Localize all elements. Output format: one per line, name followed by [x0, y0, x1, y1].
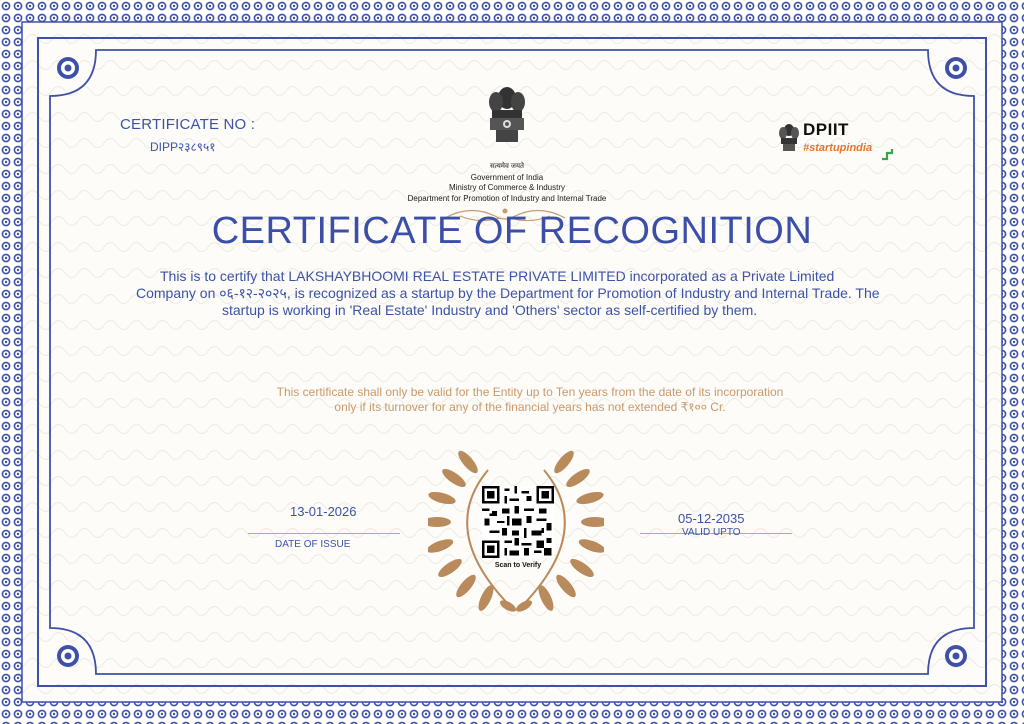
date-of-issue-line: [248, 533, 400, 534]
date-of-issue-label: DATE OF ISSUE: [275, 539, 351, 550]
corner-ornament-bottom-left: [57, 645, 79, 667]
national-emblem-icon: [482, 82, 532, 160]
valid-upto-value: 05-12-2035: [678, 511, 745, 526]
certificate-number: DIPP२३८९५१: [150, 140, 216, 154]
corner-ornament-top-left: [57, 57, 79, 79]
date-of-issue-value: 13-01-2026: [290, 504, 357, 519]
startupindia-arrow-icon: [880, 147, 894, 161]
valid-upto-label: VALID UPTO: [682, 527, 741, 538]
department-line: Department for Promotion of Industry and Internal Trade: [407, 193, 607, 203]
statement-line: This is to certify that LAKSHAYBHOOMI REAL ESTATE PRIVATE LIMITED incorporated as a Private Limited: [160, 268, 835, 284]
emblem-motto: सत्यमेव जयते: [489, 163, 525, 170]
corner-ornament-top-right: [945, 57, 967, 79]
validity-line: only if its turnover for any of the financial years has not extended ₹१०० Cr.: [334, 400, 726, 414]
dpiit-emblem-icon: [778, 122, 800, 152]
startupindia-hashtag: #startupindia: [803, 142, 873, 154]
corner-ornament-bottom-right: [945, 645, 967, 667]
certificate-title: CERTIFICATE OF RECOGNITION: [211, 210, 813, 252]
validity-line: This certificate shall only be valid for the Entity up to Ten years from the date of its incorporation: [276, 385, 784, 399]
statement-line: Company on ०६-१२-२०२५, is recognized as a startup by the Department for Promotion of Industry and Internal Trade. The: [136, 285, 880, 301]
government-line: Government of India: [470, 172, 544, 182]
validity-note: [230, 385, 830, 415]
government-header: [370, 162, 644, 204]
qr-code[interactable]: [482, 486, 554, 558]
dpiit-logo-text: DPIIT: [803, 120, 849, 139]
certification-statement: [128, 268, 988, 319]
scan-to-verify-label: Scan to Verify: [494, 562, 542, 569]
statement-line: startup is working in 'Real Estate' Industry and 'Others' sector as self-certified by them.: [222, 302, 758, 318]
certificate-number-label: CERTIFICATE NO :: [120, 116, 256, 133]
ministry-line: Ministry of Commerce & Industry: [448, 183, 566, 192]
